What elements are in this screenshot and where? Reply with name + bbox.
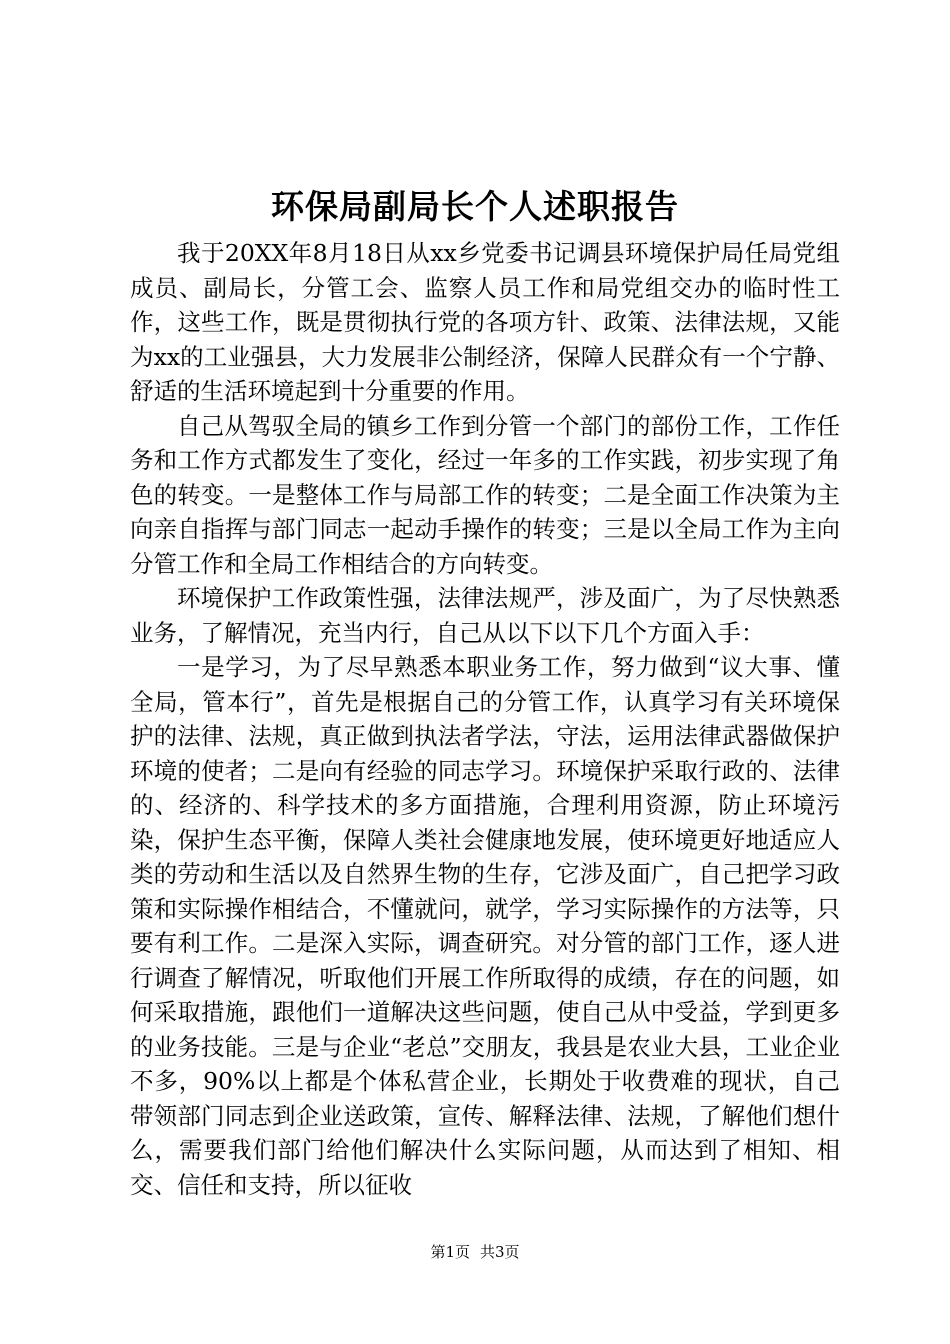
document-title: 环保局副局长个人述职报告 <box>271 187 679 226</box>
body-paragraph: 我于20XX年8月18日从xx乡党委书记调县环境保护局任局党组成员、副局长，分管工会、监察人员工作和局党组交办的临时性工作，这些工作，既是贯彻执行党的各项方针、政策、法律法规，又能为xx的工业强县，大力发展非公制经济，保障人民群众有一个宁静、舒适的生活环境起到十分重要的作用。 <box>130 239 840 405</box>
body-paragraph: 环境保护工作政策性强，法律法规严，涉及面广，为了尽快熟悉业务，了解情况，充当内行，自己从以下以下几个方面入手： <box>130 584 840 647</box>
document-body <box>130 236 840 1202</box>
body-paragraph: 自己从驾驭全局的镇乡工作到分管一个部门的部份工作，工作任务和工作方式都发生了变化，经过一年多的工作实践，初步实现了角色的转变。一是整体工作与局部工作的转变；二是全面工作决策为主向亲自指挥与部门同志一起动手操作的转变；三是以全局工作为主向分管工作和全局工作相结合的方向转变。 <box>130 411 840 578</box>
page-footer <box>0 1241 950 1263</box>
body-paragraph: 一是学习，为了尽早熟悉本职业务工作，努力做到“议大事、懂全局，管本行”，首先是根据自己的分管工作，认真学习有关环境保护的法律、法规，真正做到执法者学法，守法，运用法律武器做保护环境的使者；二是向有经验的同志学习。环境保护采取行政的、法律的、经济的、科学技术的多方面措施，合理利用资源，防止环境污染，保护生态平衡，保障人类社会健康地发展，使环境更好地适应人类的劳动和生活以及自然界生物的生存，它涉及面广，自己把学习政策和实际操作相结合，不懂就问，就学，学习实际操作的方法等，只要有利工作。二是深入实际，调查研究。对分管的部门工作，逐人进行调查了解情况，听取他们开展工作所取得的成绩，存在的问题，如何采取措施，跟他们一道解决这些问题，使自己从中受益，学到更多的业务技能。三是与企业“老总”交朋友，我县是农业大县，工业企业不多，90%以上都是个体私营企业，长期处于收费难的现状，自己带领部门同志到企业送政策，宣传、解释法律、法规，了解他们想什么，需要我们部门给他们解决什么实际问题，从而达到了相知、相交、信任和支持，所以征收 <box>130 653 840 1199</box>
page-total: 共3页 <box>480 1243 520 1261</box>
page-number: 第1页 <box>430 1243 470 1261</box>
